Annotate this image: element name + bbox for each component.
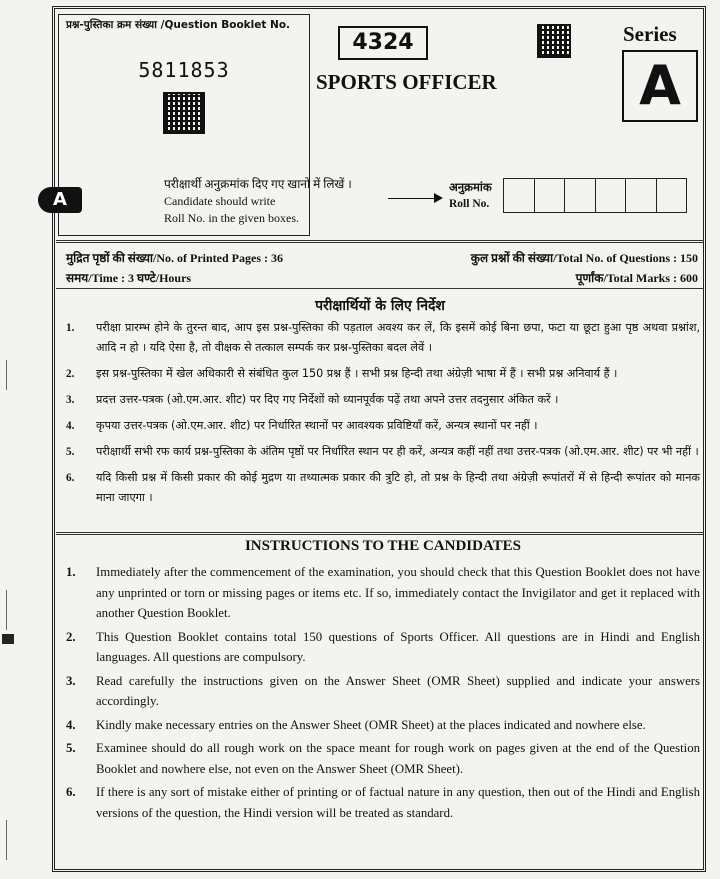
total-marks: पूर्णांक/Total Marks : 600 xyxy=(575,271,698,285)
divider xyxy=(56,532,704,535)
hindi-instructions-list xyxy=(66,318,700,508)
series-label: Series xyxy=(623,22,677,46)
printed-pages: मुद्रित पृष्ठों की संख्या/No. of Printed Pages : 36 xyxy=(66,251,283,265)
roll-box[interactable] xyxy=(534,178,566,213)
margin-registration-mark xyxy=(2,634,14,644)
candidate-instruction xyxy=(164,176,352,227)
roll-number-label xyxy=(449,180,492,212)
margin-tick xyxy=(6,820,7,860)
list-item: 1. Immediately after the commencement of the examination, you should check that this Question Booklet does not have any unprinted or torn or missing pages or items etc. If so, immediately contact the Invigilator and get it replaced with another Question Booklet. xyxy=(66,565,700,620)
list-item: 5. Examinee should do all rough work on the space meant for rough work on pages given at the end of the Question Booklet and nowhere else, not even on the Answer Sheet (OMR Sheet). xyxy=(66,741,700,776)
booklet-number-label: प्रश्न-पुस्तिका क्रम संख्या /Question Booklet No. xyxy=(66,19,291,31)
booklet-qr-code xyxy=(163,92,205,134)
list-item: 5. परीक्षार्थी सभी रफ कार्य प्रश्न-पुस्तिका के अंतिम पृष्ठों पर निर्धारित स्थान पर ही करें, अन्यत्र कहीं नहीं तथा उत्तर-पत्रक (ओ.एम.आर. शीट) पर भी नहीं । xyxy=(66,445,699,458)
candidate-instruction-hindi: परीक्षार्थी अनुक्रमांक दिए गए खानों में लिखें । xyxy=(164,177,352,191)
margin-tick xyxy=(6,360,7,390)
roll-box[interactable] xyxy=(656,178,688,213)
series-side-badge: A xyxy=(38,187,82,213)
list-item: 3. प्रदत्त उत्तर-पत्रक (ओ.एम.आर. शीट) पर दिए गए निर्देशों को ध्यानपूर्वक पढ़ें तथा अपने उत्तर तदनुसार अंकित करें । xyxy=(66,393,559,406)
list-item: 6. If there is any sort of mistake either of printing or of factual nature in any question, then out of the Hindi and English versions of the question, the Hindi version will be treated as standard. xyxy=(66,785,700,820)
series-value: A xyxy=(622,50,698,122)
roll-box[interactable] xyxy=(595,178,627,213)
post-title: SPORTS OFFICER xyxy=(316,70,497,94)
booklet-number: 5811853 xyxy=(138,58,230,82)
candidate-instruction-en-1: Candidate should write xyxy=(164,194,276,208)
arrow-icon-line xyxy=(388,198,438,199)
header-qr-code xyxy=(537,24,571,58)
list-item: 4. कृपया उत्तर-पत्रक (ओ.एम.आर. शीट) पर निर्धारित स्थानों पर आवश्यक प्रविष्टियाँ करें, अन्यत्र स्थानों पर नहीं । xyxy=(66,419,538,432)
list-item: 2. इस प्रश्न-पुस्तिका में खेल अधिकारी से संबंधित कुल 150 प्रश्न हैं । सभी प्रश्न हिन्दी तथा अंग्रेज़ी भाषा में हैं । सभी प्रश्न अनिवार्य हैं । xyxy=(66,367,618,380)
paper-code: 4324 xyxy=(338,26,428,60)
english-instructions-title: INSTRUCTIONS TO THE CANDIDATES xyxy=(244,538,522,554)
roll-box[interactable] xyxy=(503,178,535,213)
roll-label-english: Roll No. xyxy=(449,198,490,210)
roll-box[interactable] xyxy=(625,178,657,213)
english-instructions-list xyxy=(66,562,700,823)
hindi-instructions-title: परीक्षार्थियों के लिए निर्देश xyxy=(315,298,445,314)
exam-time: समय/Time : 3 घण्टे/Hours xyxy=(66,271,192,285)
arrow-right-icon xyxy=(434,193,443,203)
list-item: 1. परीक्षा प्रारम्भ होने के तुरन्त बाद, आप इस प्रश्न-पुस्तिका की पड़ताल अवश्य कर लें, कि इसमें कोई बिना छपा, फटा या छूटा हुआ पृष्ठ अथवा प्रश्नांश, आदि न हो । यदि ऐसा है, तो वीक्षक से तत्काल सम्पर्क कर प्रश्न-पुस्तिका बदल लेवें । xyxy=(66,321,700,354)
list-item: 6. यदि किसी प्रश्न में किसी प्रकार की कोई मुद्रण या तथ्यात्मक प्रकार की त्रुटि हो, तो प्रश्न के हिन्दी तथा अंग्रेज़ी रूपांतरों में से हिन्दी रूपांतर को मानक माना जाएगा । xyxy=(66,471,700,504)
total-questions: कुल प्रश्नों की संख्या/Total No. of Questions : 150 xyxy=(470,251,698,265)
list-item: 3. Read carefully the instructions given on the Answer Sheet (OMR Sheet) supplied and indicate your answers accordingly. xyxy=(66,673,700,708)
roll-number-boxes[interactable] xyxy=(504,178,687,213)
divider xyxy=(56,240,704,243)
list-item: 2. This Question Booklet contains total 150 questions of Sports Officer. All questions are in Hindi and English languages. All questions are compulsory. xyxy=(66,629,700,664)
divider xyxy=(56,288,704,289)
candidate-instruction-en-2: Roll No. in the given boxes. xyxy=(164,211,299,225)
roll-label-hindi: अनुक्रमांक xyxy=(449,182,492,194)
margin-tick xyxy=(6,590,7,630)
roll-box[interactable] xyxy=(564,178,596,213)
list-item: 4. Kindly make necessary entries on the Answer Sheet (OMR Sheet) at the places indicated and nowhere else. xyxy=(66,717,646,732)
